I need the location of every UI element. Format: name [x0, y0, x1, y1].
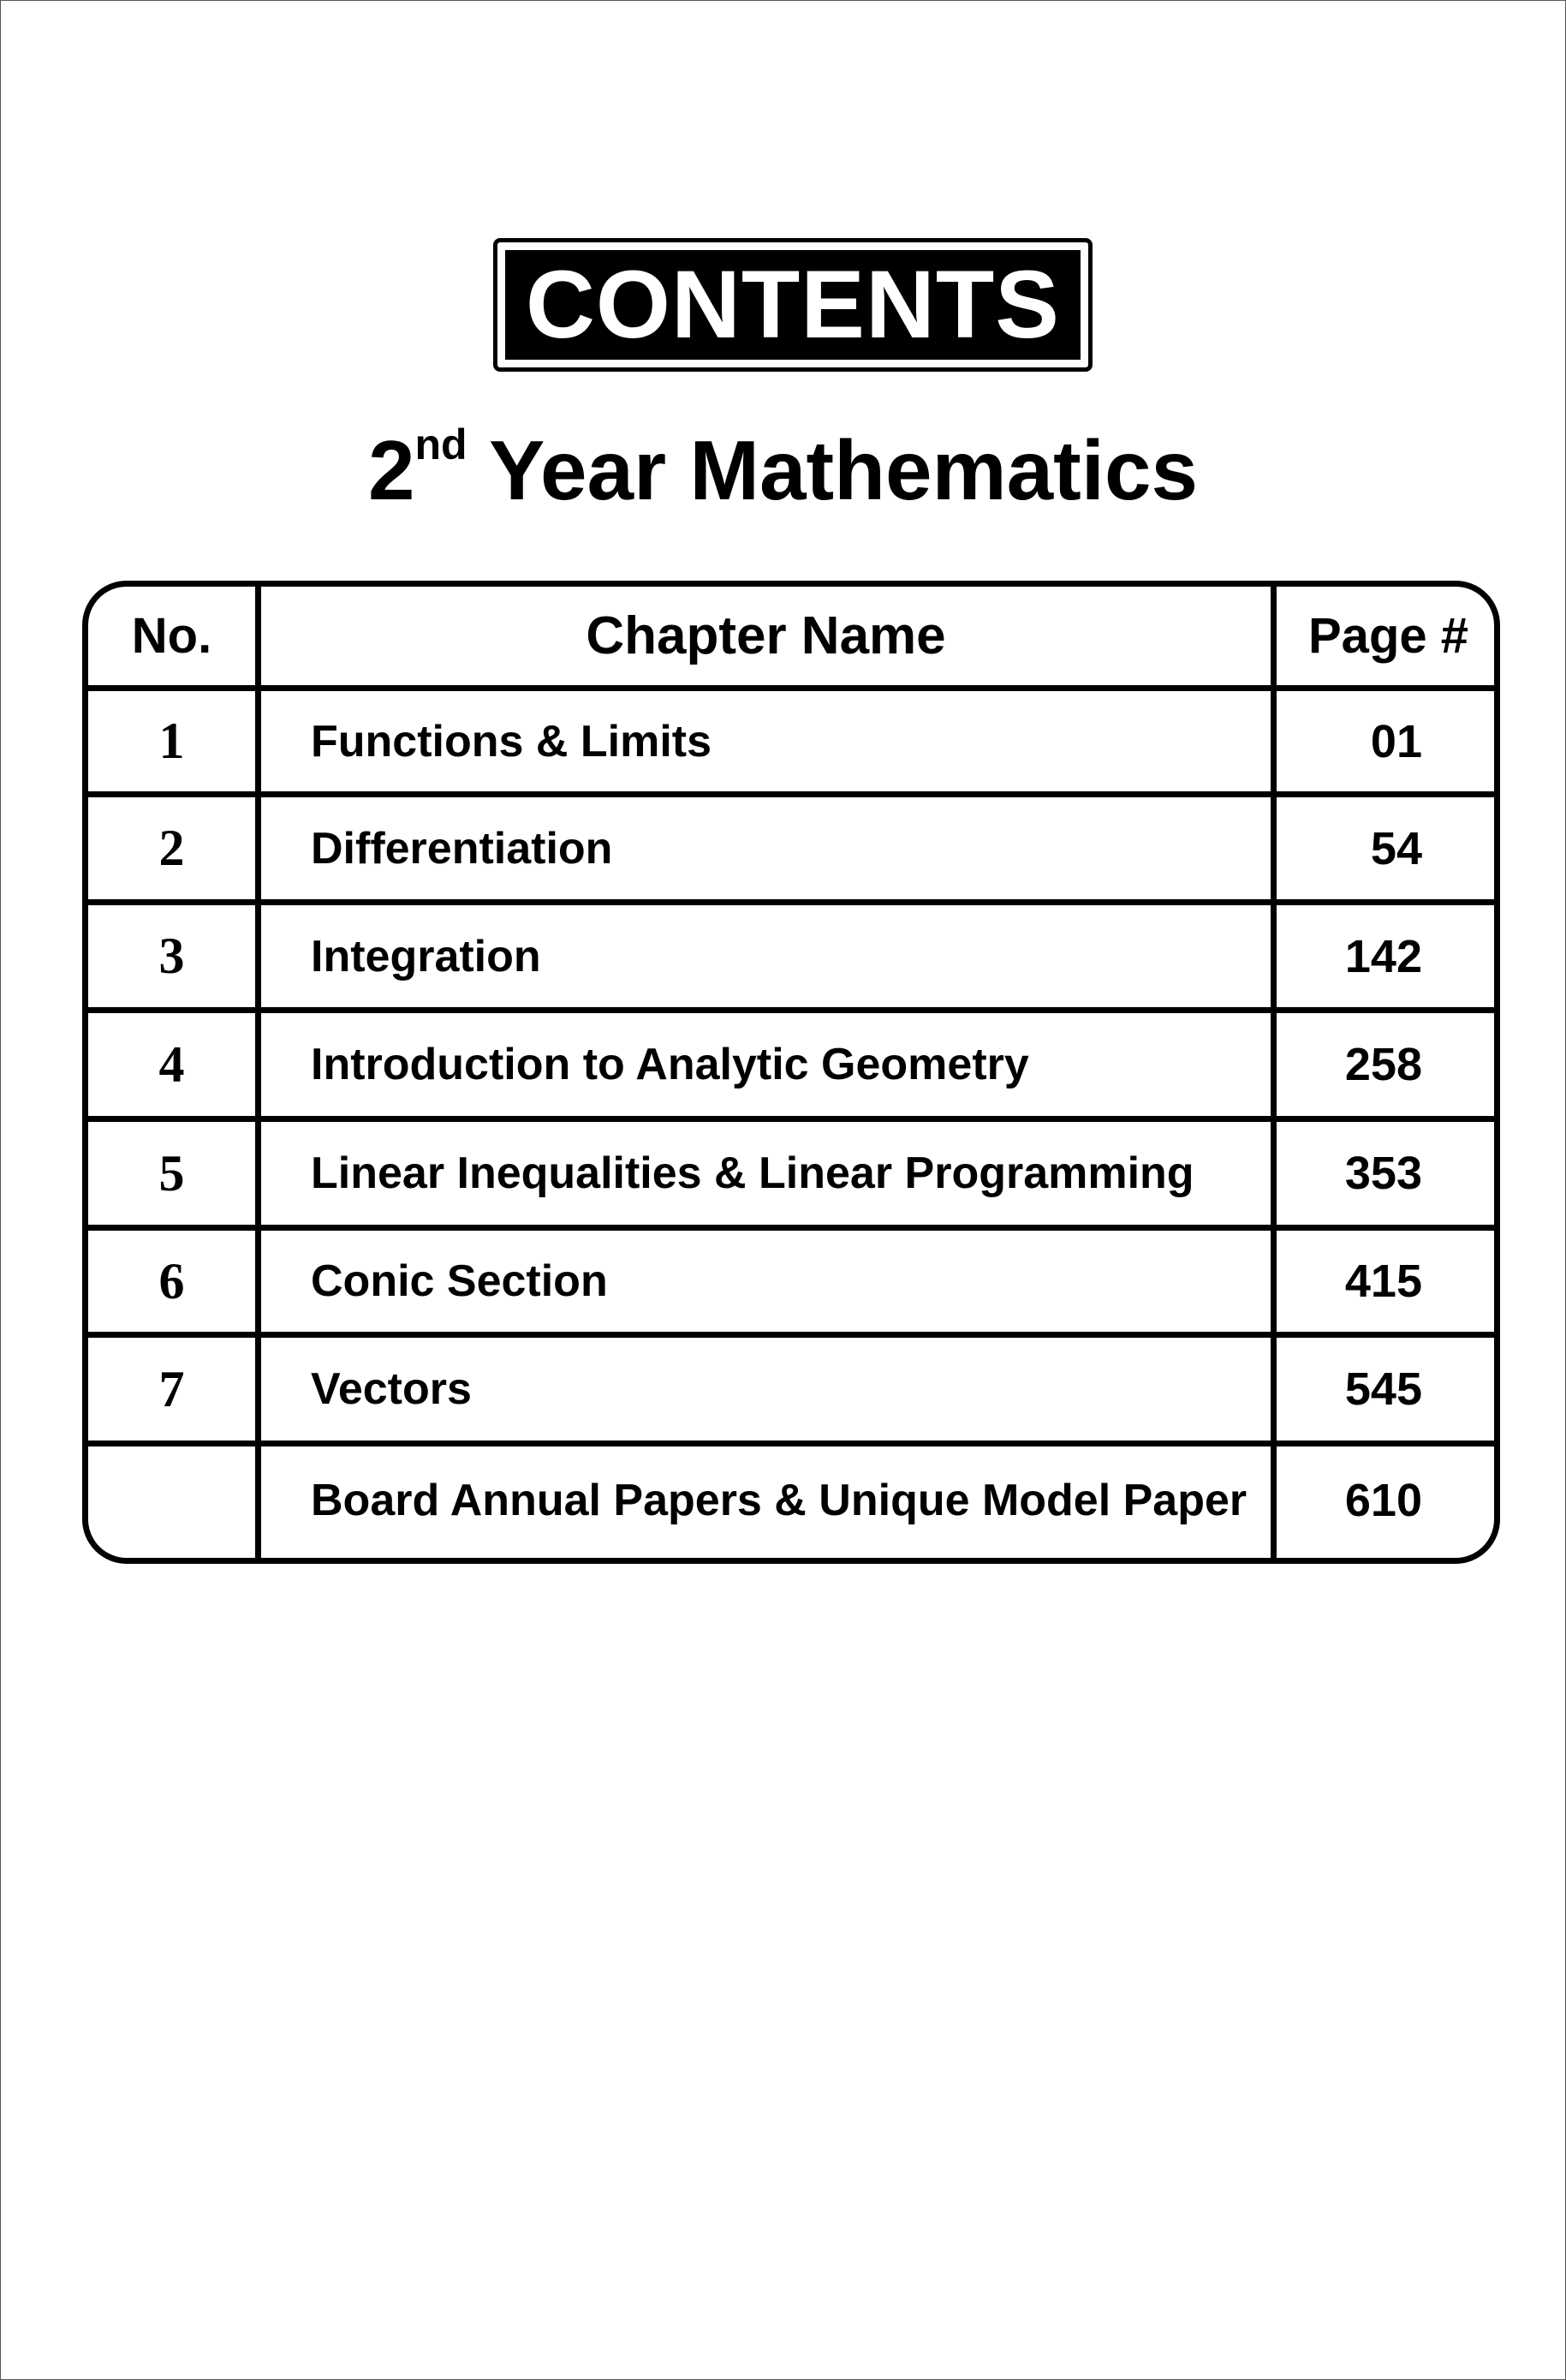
table-header-row [88, 587, 1494, 685]
chapter-page: 610 [1344, 1474, 1422, 1526]
header-no: No. [131, 608, 212, 664]
chapter-number: 1 [158, 713, 185, 769]
table-row[interactable] [88, 1013, 1494, 1116]
chapter-name: Differentiation [311, 823, 613, 874]
chapter-page: 415 [1344, 1256, 1422, 1307]
chapter-name: Board Annual Papers & Unique Model Paper [311, 1475, 1247, 1525]
contents-title-badge [493, 238, 1093, 372]
subtitle-year-number: 2 [367, 423, 415, 517]
table-row[interactable] [88, 1446, 1494, 1554]
subtitle-ordinal-suffix: nd [414, 421, 467, 468]
chapter-page: 01 [1370, 715, 1422, 767]
table-row[interactable] [88, 797, 1494, 899]
row-divider [88, 791, 1494, 797]
chapter-name: Conic Section [311, 1256, 608, 1306]
chapter-page: 545 [1344, 1363, 1422, 1415]
table-row[interactable] [88, 1122, 1494, 1225]
chapter-name: Integration [311, 931, 541, 981]
chapter-name: Vectors [311, 1364, 472, 1414]
chapter-page: 142 [1344, 930, 1422, 982]
header-chapter-name: Chapter Name [586, 606, 946, 665]
contents-title: CONTENTS [505, 250, 1081, 360]
chapter-number: 7 [158, 1360, 185, 1417]
chapter-number: 4 [158, 1035, 185, 1093]
chapter-number: 6 [158, 1252, 185, 1309]
row-divider [88, 1116, 1494, 1122]
table-row[interactable] [88, 905, 1494, 1007]
row-divider [88, 1441, 1494, 1446]
chapter-name: Functions & Limits [311, 716, 712, 766]
chapter-page: 54 [1370, 822, 1422, 874]
row-divider [88, 1332, 1494, 1338]
chapter-number: 5 [158, 1144, 185, 1202]
table-row[interactable] [88, 1338, 1494, 1441]
chapter-name: Linear Inequalities & Linear Programming [311, 1148, 1194, 1198]
chapter-number: 2 [158, 820, 185, 876]
chapter-name: Introduction to Analytic Geometry [311, 1040, 1029, 1089]
header-page: Page # [1308, 608, 1468, 664]
row-divider [88, 1007, 1494, 1013]
chapter-page: 258 [1344, 1039, 1422, 1090]
table-row[interactable] [88, 691, 1494, 791]
row-divider [88, 1225, 1494, 1231]
row-divider [88, 899, 1494, 905]
chapter-number [88, 1446, 255, 1554]
chapter-number: 3 [158, 928, 185, 984]
contents-table [82, 581, 1500, 1564]
page-subtitle [0, 421, 1566, 517]
subtitle-text: Year Mathematics [467, 423, 1199, 517]
row-divider [88, 685, 1494, 691]
table-row[interactable] [88, 1231, 1494, 1332]
chapter-page: 353 [1344, 1148, 1422, 1199]
